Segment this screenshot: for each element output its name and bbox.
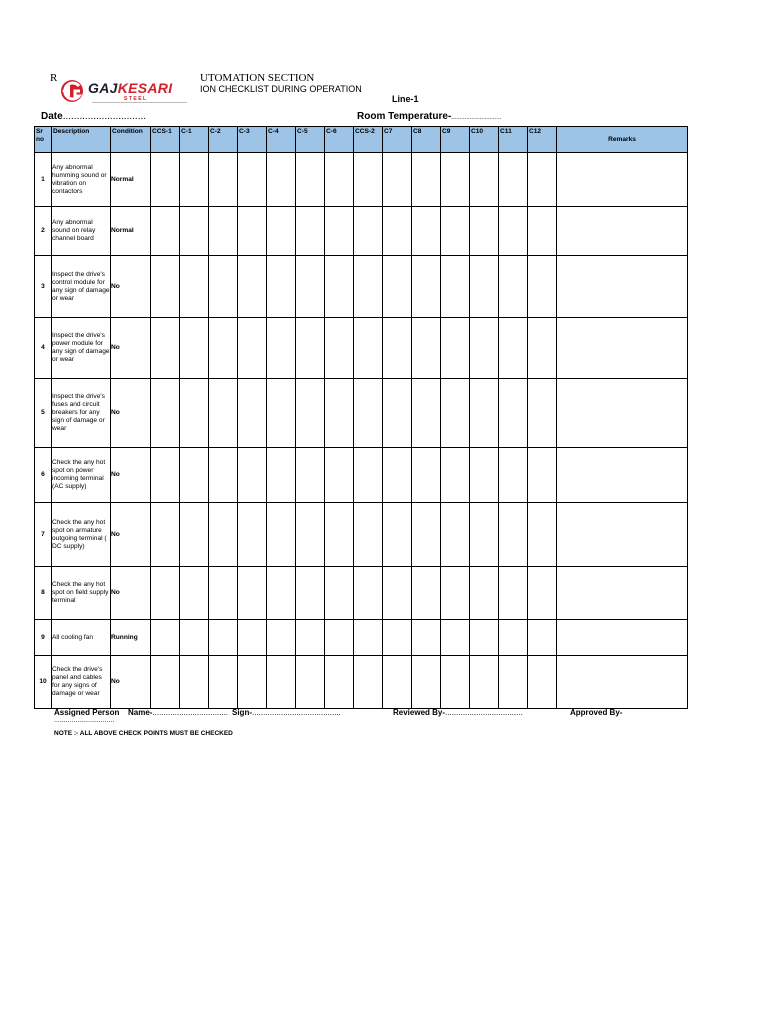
- entry-cell-c12[interactable]: [528, 153, 557, 207]
- entry-cell-c-1[interactable]: [180, 153, 209, 207]
- entry-cell-c7[interactable]: [383, 318, 412, 379]
- table-row: [35, 503, 688, 567]
- entry-cell-ccs-2[interactable]: [354, 656, 383, 709]
- entry-cell-c-5[interactable]: [296, 318, 325, 379]
- entry-cell-c12[interactable]: [528, 620, 557, 656]
- entry-cell-c-3[interactable]: [238, 567, 267, 620]
- entry-cell-c9[interactable]: [441, 503, 470, 567]
- condition-cell: Running: [111, 620, 151, 656]
- sign-field: [232, 708, 341, 717]
- entry-cell-c7[interactable]: [383, 567, 412, 620]
- description-cell: Any abnormal sound on relay channel board: [52, 207, 111, 256]
- entry-cell-c8[interactable]: [412, 207, 441, 256]
- entry-cell-c12[interactable]: [528, 503, 557, 567]
- checklist-table: [34, 126, 688, 709]
- entry-cell-c-4[interactable]: [267, 318, 296, 379]
- entry-cell-c8[interactable]: [412, 620, 441, 656]
- entry-cell-ccs-1[interactable]: [151, 656, 180, 709]
- entry-cell-c-4[interactable]: [267, 503, 296, 567]
- header-subtitle: ION CHECKLIST DURING OPERATION: [200, 84, 362, 94]
- entry-cell-c11[interactable]: [499, 620, 528, 656]
- condition-cell: No: [111, 318, 151, 379]
- description-cell: Check the drive's panel and cables for any signs of damage or wear: [52, 656, 111, 709]
- entry-cell-c10[interactable]: [470, 656, 499, 709]
- entry-cell-c-2[interactable]: [209, 256, 238, 318]
- entry-cell-c11[interactable]: [499, 448, 528, 503]
- entry-cell-c-3[interactable]: [238, 318, 267, 379]
- entry-cell-c-2[interactable]: [209, 153, 238, 207]
- entry-cell-c-4[interactable]: [267, 379, 296, 448]
- table-row: [35, 448, 688, 503]
- header-title-fragment-left: R: [50, 72, 58, 84]
- entry-cell-c7[interactable]: [383, 379, 412, 448]
- entry-cell-c7[interactable]: [383, 620, 412, 656]
- entry-cell-c7[interactable]: [383, 256, 412, 318]
- entry-cell-c12[interactable]: [528, 207, 557, 256]
- sr-no-cell: 6: [35, 448, 52, 503]
- logo-tagline-rule: [92, 102, 187, 103]
- reviewed-by-label: Reviewed By-: [393, 708, 446, 717]
- company-logo: [58, 78, 208, 104]
- column-header-c-6: C-6: [325, 127, 354, 153]
- entry-cell-c-1[interactable]: [180, 379, 209, 448]
- entry-cell-c9[interactable]: [441, 620, 470, 656]
- entry-cell-c-5[interactable]: [296, 207, 325, 256]
- condition-cell: No: [111, 448, 151, 503]
- table-row: [35, 379, 688, 448]
- reviewed-by-field: [393, 708, 523, 717]
- entry-cell-remarks[interactable]: [557, 318, 688, 379]
- entry-cell-c-6[interactable]: [325, 567, 354, 620]
- date-label: Date: [41, 111, 63, 122]
- sr-no-cell: 4: [35, 318, 52, 379]
- column-header-c-4: C-4: [267, 127, 296, 153]
- entry-cell-c-3[interactable]: [238, 503, 267, 567]
- logo-mark-icon: [58, 78, 92, 104]
- entry-cell-c10[interactable]: [470, 207, 499, 256]
- entry-cell-c9[interactable]: [441, 153, 470, 207]
- entry-cell-c8[interactable]: [412, 153, 441, 207]
- sr-no-cell: 9: [35, 620, 52, 656]
- entry-cell-c-6[interactable]: [325, 656, 354, 709]
- entry-cell-remarks[interactable]: [557, 448, 688, 503]
- condition-cell: No: [111, 503, 151, 567]
- entry-cell-c12[interactable]: [528, 379, 557, 448]
- entry-cell-c-6[interactable]: [325, 620, 354, 656]
- entry-cell-c10[interactable]: [470, 567, 499, 620]
- entry-cell-remarks[interactable]: [557, 656, 688, 709]
- entry-cell-c7[interactable]: [383, 207, 412, 256]
- entry-cell-ccs-2[interactable]: [354, 207, 383, 256]
- entry-cell-c8[interactable]: [412, 567, 441, 620]
- column-header-c7: C7: [383, 127, 412, 153]
- entry-cell-c-6[interactable]: [325, 256, 354, 318]
- entry-cell-ccs-2[interactable]: [354, 153, 383, 207]
- room-temperature-blank: ..............................: [451, 115, 502, 121]
- table-row: [35, 567, 688, 620]
- entry-cell-c9[interactable]: [441, 567, 470, 620]
- column-header-c-1: C-1: [180, 127, 209, 153]
- entry-cell-c-2[interactable]: [209, 318, 238, 379]
- entry-cell-c7[interactable]: [383, 503, 412, 567]
- reviewed-by-blank: ...................................: [445, 708, 523, 717]
- entry-cell-c10[interactable]: [470, 318, 499, 379]
- entry-cell-ccs-2[interactable]: [354, 318, 383, 379]
- entry-cell-c11[interactable]: [499, 503, 528, 567]
- condition-cell: Normal: [111, 153, 151, 207]
- entry-cell-c8[interactable]: [412, 503, 441, 567]
- entry-cell-remarks[interactable]: [557, 256, 688, 318]
- entry-cell-c-3[interactable]: [238, 379, 267, 448]
- entry-cell-c7[interactable]: [383, 448, 412, 503]
- entry-cell-c12[interactable]: [528, 656, 557, 709]
- name-field: [128, 708, 228, 717]
- entry-cell-c8[interactable]: [412, 448, 441, 503]
- line-label: Line-1: [392, 94, 419, 104]
- entry-cell-c9[interactable]: [441, 207, 470, 256]
- entry-cell-remarks[interactable]: [557, 620, 688, 656]
- entry-cell-c8[interactable]: [412, 379, 441, 448]
- entry-cell-c9[interactable]: [441, 448, 470, 503]
- entry-cell-remarks[interactable]: [557, 379, 688, 448]
- description-cell: Inspect the drive's control module for any sign of damage or wear: [52, 256, 111, 318]
- entry-cell-ccs-1[interactable]: [151, 153, 180, 207]
- footer-note: NOTE :- ALL ABOVE CHECK POINTS MUST BE CHECKED: [54, 730, 233, 737]
- entry-cell-c-2[interactable]: [209, 656, 238, 709]
- condition-cell: No: [111, 567, 151, 620]
- approved-by-label: Approved By-: [570, 708, 623, 717]
- entry-cell-c11[interactable]: [499, 379, 528, 448]
- table-row: [35, 153, 688, 207]
- entry-cell-ccs-2[interactable]: [354, 620, 383, 656]
- entry-cell-c-6[interactable]: [325, 207, 354, 256]
- entry-cell-c11[interactable]: [499, 567, 528, 620]
- sr-no-cell: 2: [35, 207, 52, 256]
- entry-cell-ccs-1[interactable]: [151, 207, 180, 256]
- entry-cell-c-5[interactable]: [296, 153, 325, 207]
- date-blank: ..............................: [62, 111, 147, 122]
- entry-cell-c-1[interactable]: [180, 318, 209, 379]
- entry-cell-ccs-2[interactable]: [354, 503, 383, 567]
- entry-cell-c8[interactable]: [412, 256, 441, 318]
- entry-cell-c12[interactable]: [528, 567, 557, 620]
- column-header-c-5: C-5: [296, 127, 325, 153]
- entry-cell-c-1[interactable]: [180, 503, 209, 567]
- entry-cell-c8[interactable]: [412, 318, 441, 379]
- logo-wordmark-a: GAJ: [88, 80, 118, 96]
- entry-cell-c-5[interactable]: [296, 448, 325, 503]
- entry-cell-c-1[interactable]: [180, 567, 209, 620]
- entry-cell-c11[interactable]: [499, 256, 528, 318]
- entry-cell-c-1[interactable]: [180, 656, 209, 709]
- entry-cell-ccs-2[interactable]: [354, 379, 383, 448]
- entry-cell-c9[interactable]: [441, 656, 470, 709]
- continuation-blank: ...............................: [54, 717, 115, 724]
- entry-cell-ccs-2[interactable]: [354, 256, 383, 318]
- entry-cell-c12[interactable]: [528, 318, 557, 379]
- entry-cell-c-6[interactable]: [325, 153, 354, 207]
- room-temperature-field: [357, 111, 501, 122]
- column-header-c10: C10: [470, 127, 499, 153]
- entry-cell-c-4[interactable]: [267, 567, 296, 620]
- entry-cell-c7[interactable]: [383, 153, 412, 207]
- entry-cell-c10[interactable]: [470, 503, 499, 567]
- entry-cell-c-3[interactable]: [238, 153, 267, 207]
- column-header-c12: C12: [528, 127, 557, 153]
- entry-cell-c9[interactable]: [441, 379, 470, 448]
- column-header-c9: C9: [441, 127, 470, 153]
- description-cell: Inspect the drive's fuses and circuit breakers for any sign of damage or wear: [52, 379, 111, 448]
- sign-label: Sign-: [232, 708, 252, 717]
- name-label: Name-: [128, 708, 153, 717]
- column-header-c11: C11: [499, 127, 528, 153]
- sr-no-cell: 7: [35, 503, 52, 567]
- entry-cell-c-4[interactable]: [267, 207, 296, 256]
- entry-cell-c-4[interactable]: [267, 656, 296, 709]
- entry-cell-c12[interactable]: [528, 256, 557, 318]
- condition-cell: No: [111, 256, 151, 318]
- entry-cell-c9[interactable]: [441, 256, 470, 318]
- room-temperature-label: Room Temperature-: [357, 111, 452, 122]
- entry-cell-c9[interactable]: [441, 318, 470, 379]
- approved-by-field: [570, 708, 622, 717]
- entry-cell-c11[interactable]: [499, 318, 528, 379]
- sr-no-cell: 10: [35, 656, 52, 709]
- column-header-c-2: C-2: [209, 127, 238, 153]
- column-header-description: Description: [52, 127, 111, 153]
- entry-cell-c-2[interactable]: [209, 567, 238, 620]
- entry-cell-c12[interactable]: [528, 448, 557, 503]
- sr-no-cell: 3: [35, 256, 52, 318]
- table-row: [35, 318, 688, 379]
- entry-cell-c-1[interactable]: [180, 207, 209, 256]
- sr-no-cell: 8: [35, 567, 52, 620]
- entry-cell-c-6[interactable]: [325, 448, 354, 503]
- entry-cell-c-6[interactable]: [325, 379, 354, 448]
- entry-cell-c-5[interactable]: [296, 620, 325, 656]
- description-cell: Inspect the drive's power module for any sign of damage or wear: [52, 318, 111, 379]
- description-cell: All cooling fan: [52, 620, 111, 656]
- condition-cell: No: [111, 656, 151, 709]
- entry-cell-c10[interactable]: [470, 379, 499, 448]
- table-row: [35, 207, 688, 256]
- entry-cell-remarks[interactable]: [557, 503, 688, 567]
- entry-cell-c-3[interactable]: [238, 448, 267, 503]
- description-cell: Check the any hot spot on field supply terminal: [52, 567, 111, 620]
- entry-cell-ccs-1[interactable]: [151, 318, 180, 379]
- date-field: [41, 111, 146, 122]
- entry-cell-c10[interactable]: [470, 620, 499, 656]
- entry-cell-c-4[interactable]: [267, 256, 296, 318]
- entry-cell-c10[interactable]: [470, 256, 499, 318]
- entry-cell-c-6[interactable]: [325, 318, 354, 379]
- assigned-person-text: Assigned Person: [54, 708, 120, 717]
- entry-cell-remarks[interactable]: [557, 207, 688, 256]
- entry-cell-c-3[interactable]: [238, 256, 267, 318]
- table-header-row: [35, 127, 688, 153]
- name-blank: ..................................: [152, 708, 229, 717]
- entry-cell-c8[interactable]: [412, 656, 441, 709]
- table-row: [35, 656, 688, 709]
- sign-blank: ........................................: [252, 708, 341, 717]
- entry-cell-ccs-2[interactable]: [354, 567, 383, 620]
- entry-cell-c-2[interactable]: [209, 620, 238, 656]
- entry-cell-ccs-1[interactable]: [151, 503, 180, 567]
- condition-cell: No: [111, 379, 151, 448]
- description-cell: Check the any hot spot on armature outgoing terminal ( DC supply): [52, 503, 111, 567]
- entry-cell-c-5[interactable]: [296, 379, 325, 448]
- entry-cell-c-4[interactable]: [267, 620, 296, 656]
- entry-cell-c-3[interactable]: [238, 207, 267, 256]
- entry-cell-ccs-1[interactable]: [151, 620, 180, 656]
- entry-cell-c10[interactable]: [470, 153, 499, 207]
- column-header-remarks: Remarks: [557, 127, 688, 153]
- table-row: [35, 256, 688, 318]
- logo-wordmark: [88, 80, 172, 96]
- table-row: [35, 620, 688, 656]
- assigned-person-label: [54, 708, 119, 717]
- logo-subtext: STEEL: [124, 96, 148, 102]
- entry-cell-c-2[interactable]: [209, 207, 238, 256]
- condition-cell: Normal: [111, 207, 151, 256]
- entry-cell-c-5[interactable]: [296, 503, 325, 567]
- entry-cell-remarks[interactable]: [557, 153, 688, 207]
- entry-cell-c7[interactable]: [383, 656, 412, 709]
- entry-cell-c-1[interactable]: [180, 256, 209, 318]
- entry-cell-c-5[interactable]: [296, 256, 325, 318]
- entry-cell-c-4[interactable]: [267, 448, 296, 503]
- header-title-fragment-right: UTOMATION SECTION: [200, 72, 315, 84]
- entry-cell-c-1[interactable]: [180, 620, 209, 656]
- entry-cell-c-2[interactable]: [209, 448, 238, 503]
- table-body: [35, 153, 688, 709]
- column-header-sr-no: Sr no: [35, 127, 52, 153]
- column-header-ccs-1: CCS-1: [151, 127, 180, 153]
- entry-cell-c-6[interactable]: [325, 503, 354, 567]
- entry-cell-c-4[interactable]: [267, 153, 296, 207]
- entry-cell-c-5[interactable]: [296, 567, 325, 620]
- sr-no-cell: 5: [35, 379, 52, 448]
- description-cell: Any abnormal humming sound or vibration on contactors: [52, 153, 111, 207]
- sr-no-cell: 1: [35, 153, 52, 207]
- entry-cell-c11[interactable]: [499, 153, 528, 207]
- entry-cell-c-1[interactable]: [180, 448, 209, 503]
- entry-cell-ccs-1[interactable]: [151, 567, 180, 620]
- entry-cell-c-2[interactable]: [209, 379, 238, 448]
- description-cell: Check the any hot spot on power incoming terminal (AC supply): [52, 448, 111, 503]
- entry-cell-c-2[interactable]: [209, 503, 238, 567]
- entry-cell-ccs-1[interactable]: [151, 379, 180, 448]
- entry-cell-c-3[interactable]: [238, 656, 267, 709]
- entry-cell-remarks[interactable]: [557, 567, 688, 620]
- entry-cell-c11[interactable]: [499, 207, 528, 256]
- entry-cell-ccs-2[interactable]: [354, 448, 383, 503]
- column-header-c8: C8: [412, 127, 441, 153]
- entry-cell-ccs-1[interactable]: [151, 256, 180, 318]
- entry-cell-c-5[interactable]: [296, 656, 325, 709]
- entry-cell-c11[interactable]: [499, 656, 528, 709]
- entry-cell-ccs-1[interactable]: [151, 448, 180, 503]
- logo-wordmark-b: KESARI: [117, 80, 173, 96]
- entry-cell-c10[interactable]: [470, 448, 499, 503]
- entry-cell-c-3[interactable]: [238, 620, 267, 656]
- column-header-ccs-2: CCS-2: [354, 127, 383, 153]
- column-header-c-3: C-3: [238, 127, 267, 153]
- column-header-condition: Condition: [111, 127, 151, 153]
